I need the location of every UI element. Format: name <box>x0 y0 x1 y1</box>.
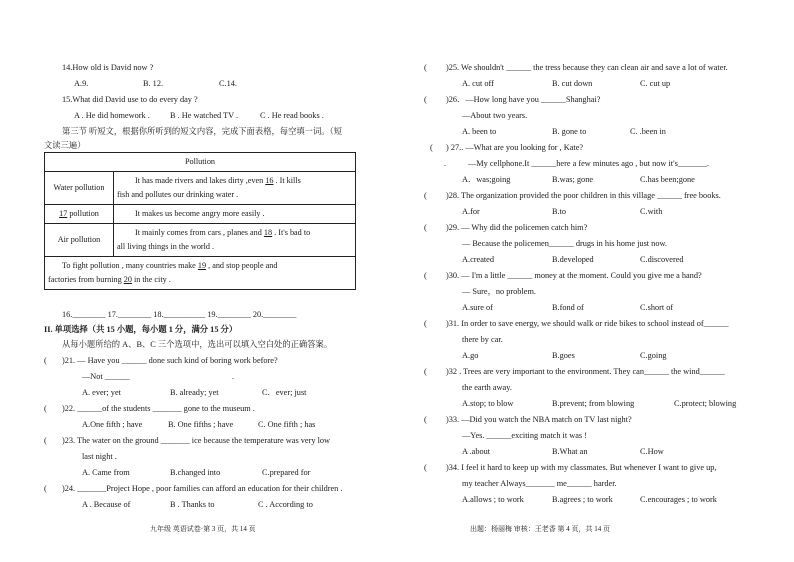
row-noise-label: 17 pollution <box>45 205 114 224</box>
q14-stem: 14.How old is David now ? <box>62 63 154 72</box>
q21-stem-2: —Not ______ <box>82 372 130 381</box>
q21-option-a: A. ever; yet <box>82 388 121 397</box>
q23-option-c: C.prepared for <box>262 468 311 477</box>
q14-option-b: B. 12. <box>143 79 164 88</box>
q33-option-c: C.How <box>640 447 664 456</box>
q33-option-a: A .about <box>462 447 491 456</box>
q14-option-a: A.9. <box>74 79 89 88</box>
q22-option-a: A.One fifth ; have <box>82 420 143 429</box>
q31-option-b: B.goes <box>552 351 575 360</box>
q21-option-c: C．ever; just <box>262 388 307 397</box>
section2-instruction: 从每小题所给的 A、B、C 三个选项中，选出可以填入空白处的正确答案。 <box>62 340 333 349</box>
pollution-table <box>44 152 356 290</box>
q31-option-a: A.go <box>462 351 479 360</box>
q15-stem: 15.What did David use to do every day ? <box>62 95 198 104</box>
q31-stem: )31. In order to save energy, we should walk or ride bikes to school instead of______ <box>446 319 729 328</box>
q25-option-a: A. cut off <box>462 79 494 88</box>
q29-option-b: B.developed <box>552 255 594 264</box>
row-air-text: It mainly comes from cars , planes and 18 . It's bad to all living things in the world . <box>114 224 356 257</box>
q24-stem: )24. _______Project Hope , poor families can afford an education for their children . <box>62 484 343 493</box>
row-water-label: Water pollution <box>45 172 114 205</box>
section3-instruction-line2: 文读三遍） <box>44 141 86 150</box>
q30-option-a: A.sure of <box>462 303 493 312</box>
q24-option-b: B . Thanks to <box>170 500 215 509</box>
answer-blanks-line: 16.________ 17.________ 18.__________ 19.________ 20.________ <box>62 310 297 319</box>
q23-option-b: B.changed into <box>170 468 221 477</box>
q23-stem-2: last night . <box>82 452 117 461</box>
q34-stem-2: my teacher Always_______ me______ harder. <box>462 479 617 488</box>
q26-stem-2: —About two years. <box>462 111 528 120</box>
q24-option-a: A . Because of <box>82 500 131 509</box>
q34-stem: )34. I feel it hard to keep up with my classmates. But whenever I want to give up, <box>446 463 717 472</box>
blank-19: 19 <box>197 261 207 270</box>
q24-paren: ( <box>44 484 47 493</box>
q32-stem: )32 . Trees are very important to the environment. They can______ the wind______ <box>446 367 725 376</box>
q28-option-a: A.for <box>462 207 480 216</box>
q22-paren: ( <box>44 404 47 413</box>
q32-option-a: A.stop; to blow <box>462 399 514 408</box>
q31-stem-2: there by car. <box>462 335 503 344</box>
row-noise-text: It makes us become angry more easily . <box>114 205 356 224</box>
q33-stem-2: —Yes. ______exciting match it was ! <box>462 431 587 440</box>
q34-option-c: C.encourages ; to work <box>640 495 717 504</box>
blank-20: 20 <box>123 275 132 284</box>
row-air-label: Air pollution <box>45 224 114 257</box>
q21-option-b: B. already; yet <box>170 388 219 397</box>
q26-option-a: A. been to <box>462 127 497 136</box>
q15-option-b: B . He watched TV . <box>170 111 239 120</box>
q30-stem-2: — Sure，no problem. <box>462 287 536 296</box>
table-title: Pollution <box>45 153 356 172</box>
blank-18: 18 <box>263 228 273 237</box>
row-fight-text: To fight pollution , many countries make 19 , and stop people and factories from burning 20 in the city . <box>45 257 356 290</box>
q25-stem: )25. We shouldn't ______ the tress because they can clean air and save a lot of water. <box>446 63 728 72</box>
q27-stem-2: —My cellphone.It ______here a few minutes ago , but now it's_______. <box>468 159 709 168</box>
q29-stem-2: — Because the policemen______ drugs in his home just now. <box>462 239 668 248</box>
q33-option-b: B.What an <box>552 447 588 456</box>
q27-option-b: B.was; gone <box>552 175 594 184</box>
q23-stem: )23. The water on the ground _______ ice because the temperature was very low <box>62 436 331 445</box>
q29-stem: )29. — Why did the policemen catch him? <box>446 223 588 232</box>
row-water-text: It has made rivers and lakes dirty ,even 16 . It kills fish and pollutes our drinking water . <box>114 172 356 205</box>
section3-instruction-line1: 第三节 听短文，根据你所听到的短文内容，完成下面表格，每空填一词。（短 <box>62 127 343 136</box>
q24-option-c: C . According to <box>258 500 313 509</box>
blank-16: 16 <box>265 176 274 185</box>
q26-stem: )26．—How long have you ______Shanghai? <box>446 95 601 104</box>
q30-option-c: C.short of <box>640 303 674 312</box>
q28-option-c: C.with <box>640 207 663 216</box>
q22-option-c: C. One fifth ; has <box>258 420 316 429</box>
q31-option-c: C.going <box>640 351 667 360</box>
q25-option-c: C. cut up <box>640 79 671 88</box>
q21-paren: ( <box>44 356 47 365</box>
q23-paren: ( <box>44 436 47 445</box>
q23-option-a: A. Came from <box>82 468 130 477</box>
q27-option-c: C.has been;gone <box>640 175 695 184</box>
q29-option-a: A.created <box>462 255 495 264</box>
q32-option-c: C.protect; blowing <box>674 399 737 408</box>
q34-option-b: B.agrees ; to work <box>552 495 613 504</box>
q32-option-b: B.prevent; from blowing <box>552 399 635 408</box>
q25-option-b: B. cut down <box>552 79 593 88</box>
q32-stem-2: the earth away. <box>462 383 512 392</box>
section2-title: II. 单项选择（共 15 小题，每小题 1 分，满分 15 分） <box>44 325 238 334</box>
q28-option-b: B.to <box>552 207 567 216</box>
q26-option-c: C. .been in <box>630 127 666 136</box>
q14-option-c: C.14. <box>219 79 237 88</box>
q27-stem: ) 27.. —What are you looking for , Kate? <box>446 143 584 152</box>
q22-option-b: B. One fifths ; have <box>168 420 234 429</box>
q28-stem: )28. The organization provided the poor children in this village ______ free books. <box>446 191 721 200</box>
blank-17: 17 <box>59 209 68 218</box>
q26-option-b: B. gone to <box>552 127 587 136</box>
q27-option-a: A．was;going <box>462 175 511 184</box>
left-page-footer: 九年级 英语试卷·第 3 页，共 14 页 <box>150 525 256 533</box>
q30-stem: )30. — I'm a little ______ money at the moment. Could you give me a hand? <box>446 271 702 280</box>
q21-stem: )21. — Have you ______ done such kind of boring work before? <box>62 356 278 365</box>
q33-stem: )33. —Did you watch the NBA match on TV last night? <box>446 415 632 424</box>
q34-option-a: A.allows ; to work <box>462 495 524 504</box>
q15-option-c: C . He read books . <box>260 111 324 120</box>
right-page-footer: 出题：杨丽梅 审核：王老香 第 4 页，共 14 页 <box>470 525 610 533</box>
q22-stem: )22. ______of the students _______ gone to the museum . <box>62 404 255 413</box>
q15-option-a: A . He did homework . <box>74 111 150 120</box>
q30-option-b: B.fond of <box>552 303 584 312</box>
q29-option-c: C.discovered <box>640 255 684 264</box>
